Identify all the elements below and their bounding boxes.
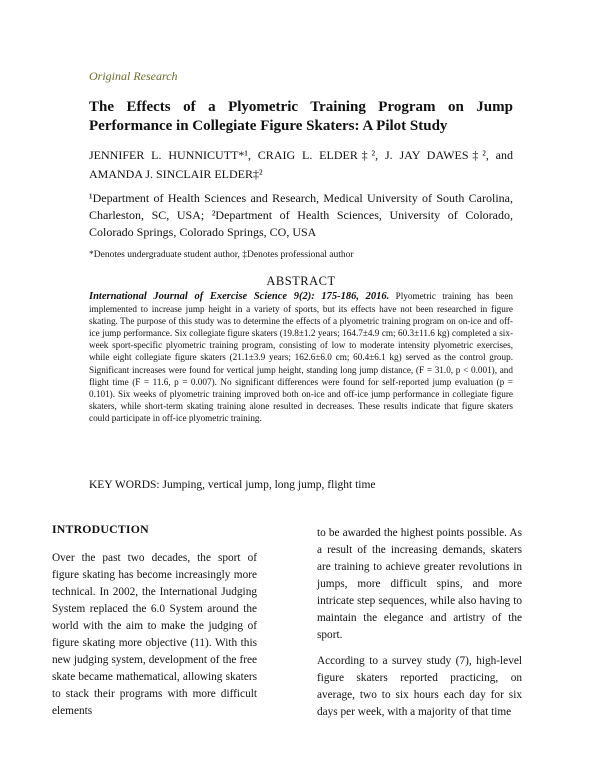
- intro-paragraph-2: According to a survey study (7), high-level figure skaters reported practicing, on average, two to six hours each day for six days per week, with a majority of that time: [317, 655, 522, 718]
- affiliations: ¹Department of Health Sciences and Research, Medical University of South Carolina, Charleston, SC, USA; ²Department of Health Sciences, University of Colorado, Colorado Springs, Colorado Springs, CO, USA: [89, 191, 513, 239]
- author-list: JENNIFER L. HUNNICUTT*¹, CRAIG L. ELDER‡², J. JAY DAWES‡², and AMANDA J. SINCLAIR ELDER‡²: [89, 148, 513, 181]
- left-column: [52, 521, 257, 729]
- abstract-body: [89, 290, 513, 424]
- section-label: Original Research: [89, 69, 178, 83]
- abstract-text: Plyometric training has been implemented to increase jump height in a variety of sports, but its effects have not been researched in figure skating. The purpose of this study was to determine the effects of a plyometric training program on on-ice and off-ice jump performance. Six collegiate figure skaters (19.8±1.2 years; 164.7±4.9 cm; 60.3±11.6 kg) completed a six-week sport-specific plyometric training program, consisting of low to moderate intensity plyometric exercises, while eight collegiate figure skaters (21.1±3.9 years; 162.6±6.0 cm; 60.4±6.1 kg) served as the control group. Significant increases were found for vertical jump height, standing long jump distance, (F = 31.0, p < 0.001), and flight time (F = 11.6, p = 0.007). No significant differences were found for self-reported jump evaluation (p = 0.101). Six weeks of plyometric training improved both on-ice and off-ice jump performance in collegiate figure skaters, while short-term skating training alone resulted in decreases. These results indicate that figure skaters could participate in off-ice plyometric training.: [89, 291, 514, 423]
- journal-citation: International Journal of Exercise Science 9(2): 175-186, 2016.: [89, 291, 390, 302]
- right-column: [317, 525, 522, 730]
- abstract-heading: ABSTRACT: [266, 274, 336, 288]
- article-title: The Effects of a Plyometric Training Program on Jump Performance in Collegiate Figure Skaters: A Pilot Study: [89, 99, 513, 134]
- author-denotes-note: *Denotes undergraduate student author, ‡Denotes professional author: [89, 250, 354, 260]
- intro-paragraph-1-continued: to be awarded the highest points possible. As a result of the increasing demands, skaters are training to achieve greater revolutions in jumps, more difficult spins, and more intricate step sequences, while also having to maintain the elegance and artistry of the sport.: [317, 527, 522, 641]
- introduction-heading: INTRODUCTION: [52, 522, 149, 536]
- intro-paragraph-1: Over the past two decades, the sport of figure skating has become increasingly more technical. In 2002, the International Judging System replaced the 6.0 System around the world with the aim to make the judging of figure skating more objective (11). With this new judging system, development of the free skate became mathematical, allowing skaters to stack their programs with more difficult elements: [52, 552, 257, 717]
- keywords: KEY WORDS: Jumping, vertical jump, long jump, flight time: [89, 479, 376, 491]
